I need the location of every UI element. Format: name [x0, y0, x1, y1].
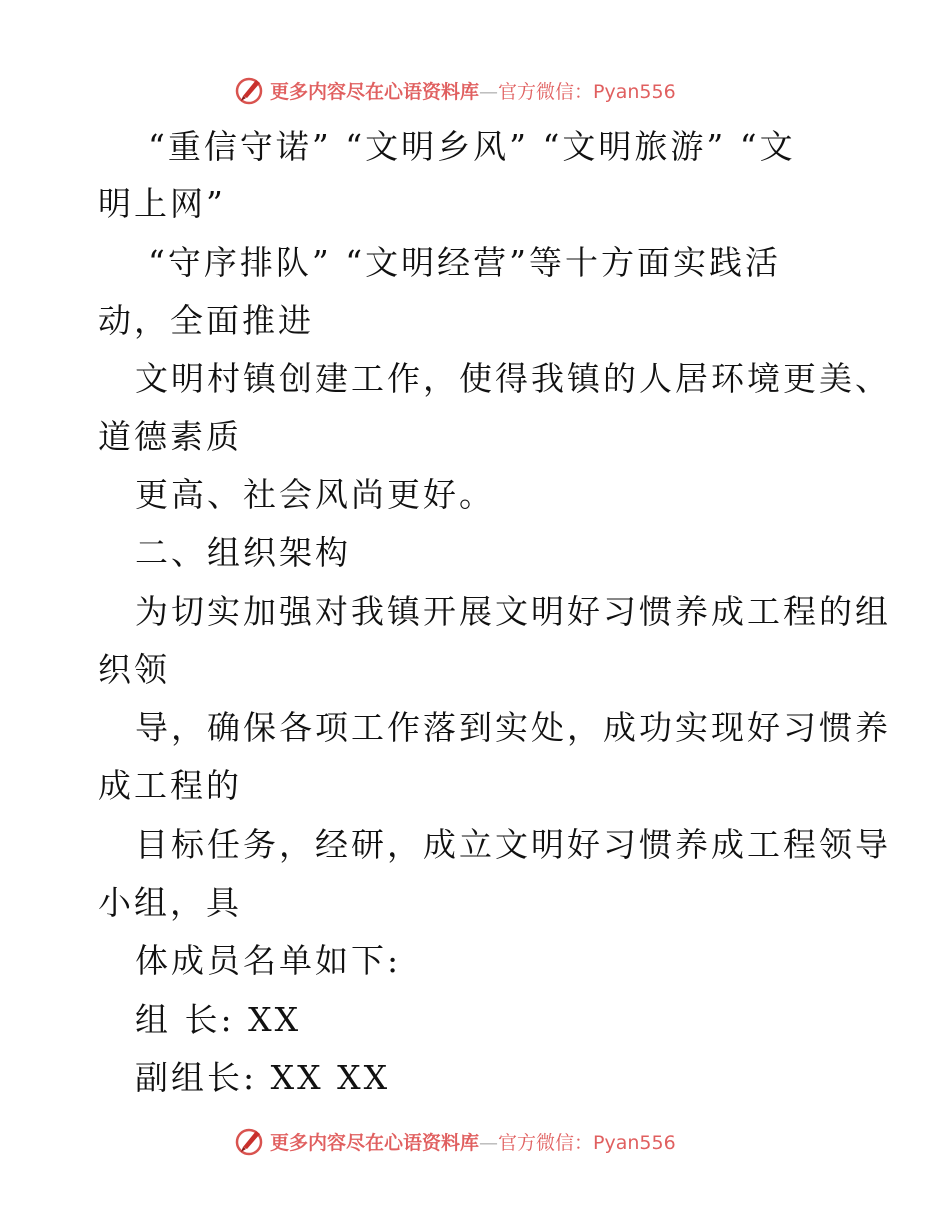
text-line: 小组，具: [98, 883, 242, 922]
watermark-separator: —: [479, 1131, 499, 1154]
member-leader: 组 长: XX: [135, 1000, 302, 1039]
text-line: 动，全面推进: [98, 301, 314, 340]
quill-pen-circle-icon: [234, 1125, 266, 1157]
text-line: 目标任务，经研，成立文明好习惯养成工程领导: [135, 825, 891, 864]
text-line: 更高、社会风尚更好。: [135, 475, 495, 514]
watermark-contact: 官方微信：Pyan556: [498, 80, 676, 103]
footer-watermark: [234, 1124, 676, 1158]
text-line: 文明村镇创建工作，使得我镇的人居环境更美、: [135, 359, 891, 398]
watermark-contact: 官方微信：Pyan556: [498, 1131, 676, 1154]
watermark-brand: 更多内容尽在心语资料库: [270, 80, 480, 103]
text-line: 体成员名单如下:: [135, 941, 402, 980]
watermark-separator: —: [479, 80, 499, 103]
text-line: 织领: [98, 650, 170, 689]
text-line: 道德素质: [98, 417, 242, 456]
watermark-brand: 更多内容尽在心语资料库: [270, 1131, 480, 1154]
section-heading: 二、组织架构: [135, 533, 351, 572]
text-line: 导，确保各项工作落到实处，成功实现好习惯养: [135, 708, 891, 747]
text-line: “重信守诺” “文明乡风” “文明旅游” “文: [148, 127, 796, 166]
quill-pen-circle-icon: [234, 74, 266, 106]
header-watermark: [234, 73, 676, 107]
text-line: 为切实加强对我镇开展文明好习惯养成工程的组: [135, 592, 891, 631]
text-line: 明上网”: [98, 184, 226, 223]
text-line: 成工程的: [98, 766, 242, 805]
member-deputy-leader: 副组长: XX XX: [135, 1058, 391, 1097]
text-line: “守序排队” “文明经营”等十方面实践活: [148, 243, 781, 282]
